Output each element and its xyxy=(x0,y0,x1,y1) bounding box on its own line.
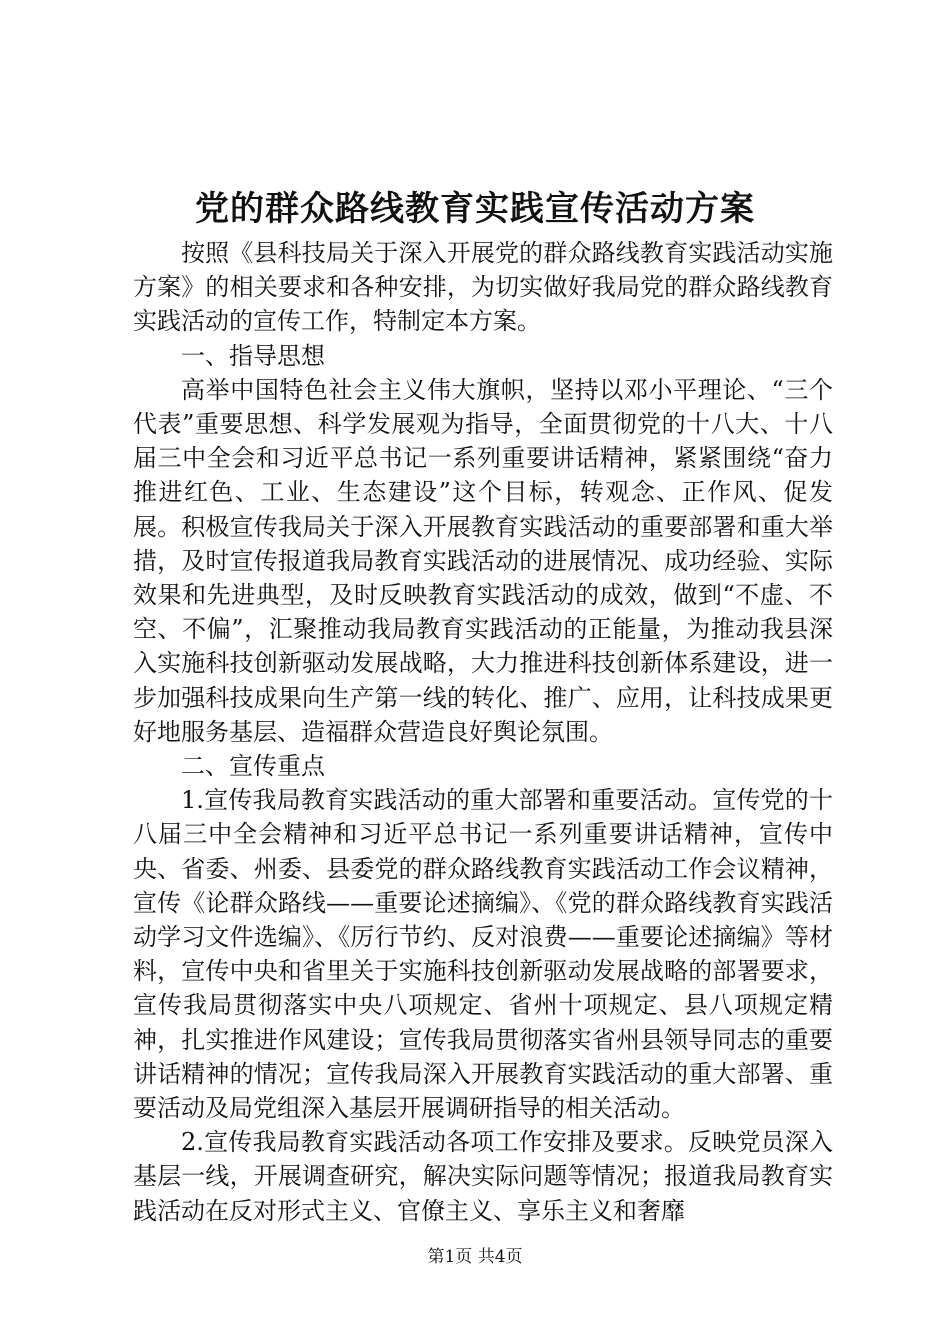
focus-item-1-paragraph: 1.宣传我局教育实践活动的重大部署和重要活动。宣传党的十八届三中全会精神和习近平总书记一系列重要讲话精神，宣传中央、省委、州委、县委党的群众路线教育实践活动工作会议精神，宣传《论群众路线——重要论述摘编》、《党的群众路线教育实践活动学习文件选编》、《厉行节约、反对浪费——重要论述摘编》等材料，宣传中央和省里关于实施科技创新驱动发展战略的部署要求，宣传我局贯彻落实中央八项规定、省州十项规定、县八项规定精神，扎实推进作风建设；宣传我局贯彻落实省州县领导同志的重要讲话精神的情况；宣传我局深入开展教育实践活动的重大部署、重要活动及局党组深入基层开展调研指导的相关活动。 xyxy=(133,786,833,1123)
guiding-thought-paragraph: 高举中国特色社会主义伟大旗帜，坚持以邓小平理论、“三个代表”重要思想、科学发展观为指导，全面贯彻党的十八大、十八届三中全会和习近平总书记一系列重要讲话精神，紧紧围绕“奋力推进红色、工业、生态建设”这个目标，转观念、正作风、促发展。积极宣传我局关于深入开展教育实践活动的重要部署和重大举措，及时宣传报道我局教育实践活动的进展情况、成功经验、实际效果和先进典型，及时反映教育实践活动的成效，做到“不虚、不空、不偏”，汇聚推动我局教育实践活动的正能量，为推动我县深入实施科技创新驱动发展战略，大力推进科技创新体系建设，进一步加强科技成果向生产第一线的转化、推广、应用，让科技成果更好地服务基层、造福群众营造良好舆论氛围。 xyxy=(133,375,833,746)
document-title: 党的群众路线教育实践宣传活动方案 xyxy=(195,189,755,229)
focus-item-2-paragraph: 2.宣传我局教育实践活动各项工作安排及要求。反映党员深入基层一线，开展调查研究，解决实际问题等情况；报道我局教育实践活动在反对形式主义、官僚主义、享乐主义和奢靡 xyxy=(133,1128,833,1225)
section-heading-guiding-thought: 一、指导思想 xyxy=(181,341,325,370)
page-footer: 第1页 共4页 xyxy=(427,1247,523,1267)
intro-paragraph: 按照《县科技局关于深入开展党的群众路线教育实践活动实施方案》的相关要求和各种安排，为切实做好我局党的群众路线教育实践活动的宣传工作，特制定本方案。 xyxy=(133,239,833,336)
document-body xyxy=(133,236,833,1228)
section-heading-publicity-focus: 二、宣传重点 xyxy=(181,752,325,781)
